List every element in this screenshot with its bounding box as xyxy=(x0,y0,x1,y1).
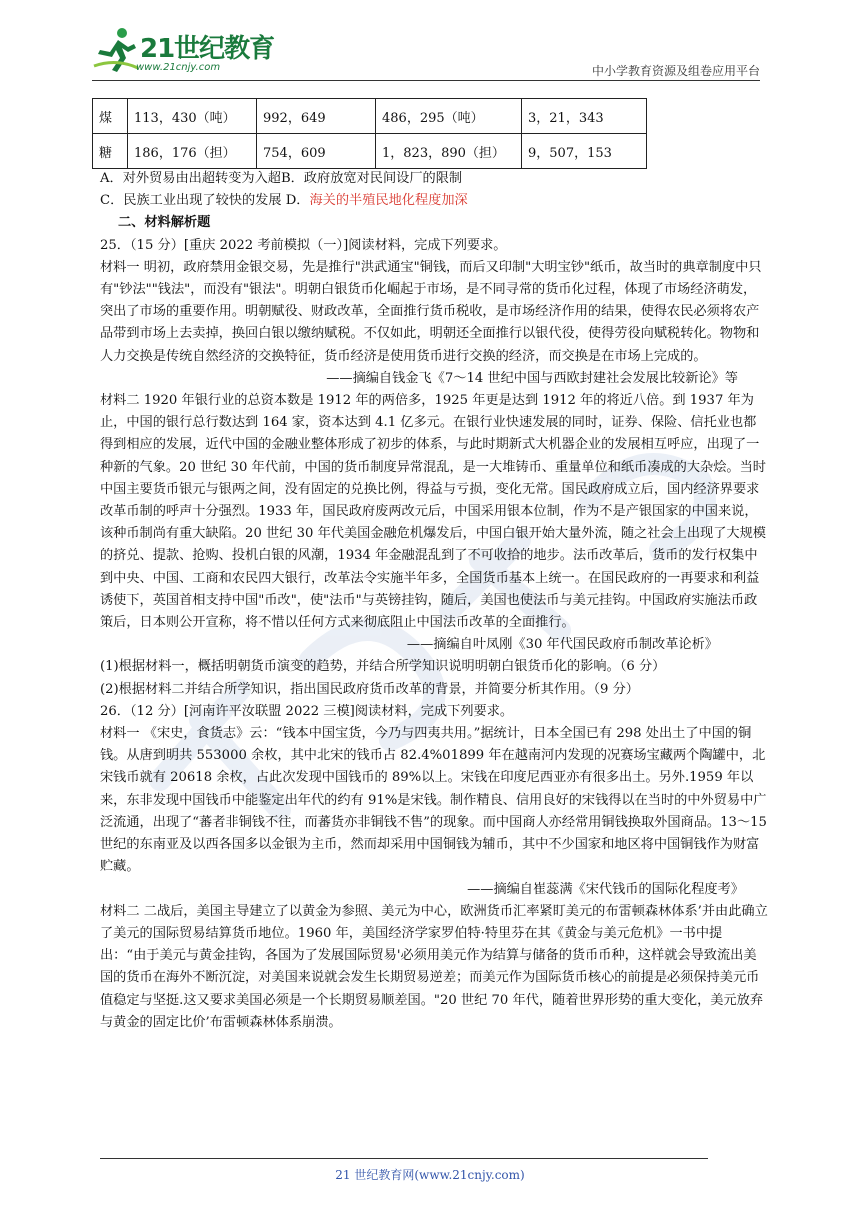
option-a-b xyxy=(100,168,768,190)
footer-divider xyxy=(100,1158,708,1159)
option-c-d xyxy=(100,190,768,212)
q25-question-1: (1)根据材料一，概括明朝货币演变的趋势，并结合所学知识说明明朝白银货币化的影响。（6 分） xyxy=(100,659,666,675)
section-title: 二、材料解析题 xyxy=(118,215,211,231)
footer-link[interactable]: 21 世纪教育网(www.21cnjy.com) xyxy=(335,1168,525,1182)
table-cell: 186，176（担） xyxy=(128,134,257,169)
trade-table xyxy=(92,98,647,169)
table-cell: 3，21，343 xyxy=(522,99,647,134)
table-cell: 1，823，890（担） xyxy=(376,134,522,169)
logo-text: 21世纪教育 xyxy=(140,34,275,64)
runner-logo-icon xyxy=(92,26,140,76)
table-cell: 糖 xyxy=(93,134,128,169)
option-d-prefix: D． xyxy=(285,193,310,209)
q25-material-1-source: ——摘编自钱金飞《7～14 世纪中国与西欧封建社会发展比较新论》等 xyxy=(326,370,738,386)
table-cell: 煤 xyxy=(93,99,128,134)
q26-material-1: 材料一 《宋史，食货志》云：“钱本中国宝货，今乃与四夷共用。”据统计，日本全国已有 298 处出土了中国的铜钱。从唐到明共 553000 余枚，其中北宋的钱币占 82.4%01899 年在越南河内发现的况赛场宝藏两个陶罐中，北宋钱币就有 20618 余枚，占此次发现中国钱币的 89%以上。宋钱在印度尼西亚亦有很多出土。另外.1959 年以来，东非发现中国钱币中能鉴定出年代的约有 91%是宋钱。制作精良、信用良好的宋钱得以在当时的中外贸易中广泛流通，出现了“蕃者非铜钱不往，而蕃货亦非铜钱不售”的现象。而中国商人亦经常用铜钱换取外国商品。13～15 世纪的东南亚及以西各国多以金银为主币，然而却采用中国铜钱为辅币，其中不少国家和地区将中国铜钱作为财富贮藏。 xyxy=(100,726,767,875)
table-cell: 992，649 xyxy=(257,99,376,134)
q26-material-1-source: ——摘编自崔蕊满《宋代钱币的国际化程度考》 xyxy=(467,881,744,897)
q25-head: 25．（15 分）[重庆 2022 考前模拟（一）]阅读材料，完成下列要求。 xyxy=(100,237,507,253)
table-cell: 9，507，153 xyxy=(522,134,647,169)
q26-material-2: 材料二 二战后，美国主导建立了以黄金为参照、美元为中心，欧洲货币汇率紧盯美元的布雷顿森林体系’并由此确立了美元的国际贸易结算货币地位。1960 年，美国经济学家罗伯特·特里芬在其《黄金与美元危机》一书中提出：“由于美元与黄金挂钩，各国为了发展国际贸易'必须用美元作为结算与储备的货币币种，这样就会导致流出美国的货币在海外不断沉淀，对美国来说就会发生长期贸易逆差；而美元作为国际货币核心的前提是必须保持美元币值稳定与坚挺.这又要求美国必须是一个长期贸易顺差国。"20 世纪 70 年代，随着世界形势的重大变化，美元放弃与黄金的固定比价’布雷顿森林体系崩溃。 xyxy=(100,903,768,1030)
table-cell: 486，295（吨） xyxy=(376,99,522,134)
table-cell: 754，609 xyxy=(257,134,376,169)
document-body xyxy=(100,168,768,1034)
option-c: C．民族工业出现了较快的发展 xyxy=(100,193,282,209)
q25-material-1: 材料一 明初，政府禁用金银交易，先是推行"洪武通宝"铜钱，而后又印制"大明宝钞"纸币，故当时的典章制度中只有"钞法""钱法"，而没有"银法"。明朝白银货币化崛起于市场，是不同寻常的货币化过程，体现了市场经济萌发，突出了市场的重要作用。明朝赋役、财政改革，全面推行货币税收，是市场经济作用的结果，使得农民必须将农产品带到市场上去卖掉，换回白银以缴纳赋税。不仅如此，明朝还全面推行以银代役，使得劳役向赋税转化。物物和人力交换是传统自然经济的交换特征，货币经济是使用货币进行交换的经济，而交换是在市场上完成的。 xyxy=(100,259,762,364)
q25-material-2-source: ——摘编自叶凤刚《30 年代国民政府币制改革论析》 xyxy=(406,637,718,653)
q25-material-2: 材料二 1920 年银行业的总资本数是 1912 年的两倍多，1925 年更是达到 1912 年的将近八倍。到 1937 年为止，中国的银行总行数达到 164 家，资本达到 4.1 亿多元。在银行业快速发展的同时，证券、保险、信托业也都得到相应的发展，近代中国的金融业整体形成了初步的体系，与此时期新式大机器企业的发展相互呼应，出现了一种新的气象。20 世纪 30 年代前，中国的货币制度异常混乱，是一大堆铸币、重量单位和纸币凑成的大杂烩。当时中国主要货币银元与银两之间，没有固定的兑换比例，得益与亏损，变化无常。国民政府成立后，国内经济界要求改革币制的呼声十分强烈。1933 年，国民政府废两改元后，中国采用银本位制，作为不是产银国家的中国来说，该种币制尚有重大缺陷。20 世纪 30 年代美国金融危机爆发后，中国白银开始大量外流，随之社会上出现了大规模的挤兑、提款、抢购、投机白银的风潮，1934 年金融混乱到了不可收拾的地步。法币改革后，货币的发行权集中到中央、中国、工商和农民四大银行，改革法令实施半年多，全国货币基本上统一。在国民政府的一再要求和利益诱使下，英国首相支持中国"币改"，使"法币"与英镑挂钩，随后，美国也使法币与美元挂钩。中国政府实施法币政策后，日本则公开宣称，将不惜以任何方式来彻底阻止中国法币改革的全面推行。 xyxy=(100,393,766,631)
table-row xyxy=(93,99,647,134)
table-cell: 113，430（吨） xyxy=(128,99,257,134)
platform-name: 中小学教育资源及组卷应用平台 xyxy=(591,64,760,78)
option-b: B．政府放宽对民间设厂的限制 xyxy=(280,171,463,186)
option-a: A．对外贸易由出超转变为入超 xyxy=(100,171,281,186)
page-header xyxy=(0,0,860,86)
q26-head: 26．（12 分）[河南许平汝联盟 2022 三模]阅读材料，完成下列要求。 xyxy=(100,703,514,719)
option-d-text: 海关的半殖民地化程度加深 xyxy=(309,193,468,209)
table-row xyxy=(93,134,647,169)
logo-url: www.21cnjy.com xyxy=(136,62,221,73)
q25-question-2: (2)根据材料二并结合所学知识，指出国民政府货币改革的背景，并简要分析其作用。（9 分） xyxy=(100,681,639,697)
header-divider xyxy=(92,80,760,81)
brand-logo[interactable] xyxy=(92,26,275,78)
